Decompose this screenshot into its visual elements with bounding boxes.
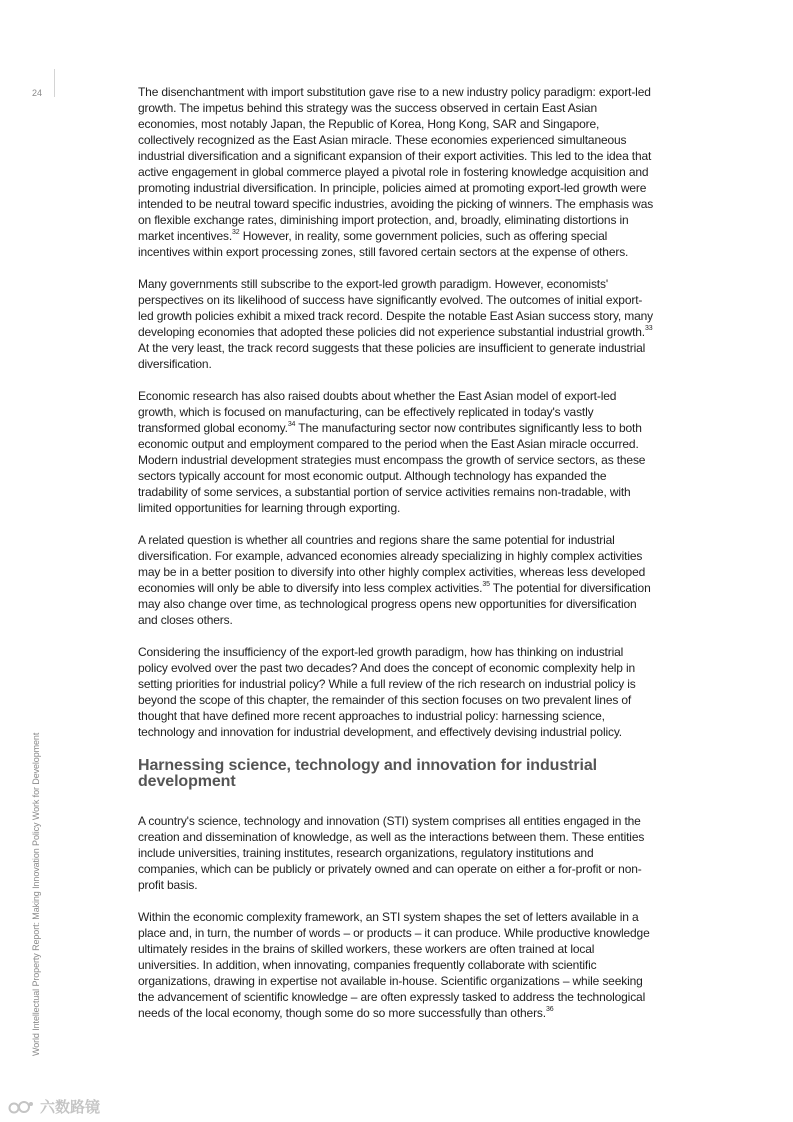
- main-content: [138, 84, 656, 1037]
- watermark-logo-icon: [8, 1100, 34, 1114]
- paragraph-text: The manufacturing sector now contributes significantly less to both economic output and employment compared to the period when the East Asian miracle occurred. Modern industrial development strategies must encompass the growth of service sectors, as these sectors typically account for most economic output. Although technology has expanded the tradability of some services, a substantial portion of service activities remains non-tradable, with limited opportunities for learning through exporting.: [138, 421, 646, 515]
- margin-rule: [54, 69, 55, 97]
- watermark-text: 六数路镜: [40, 1099, 101, 1116]
- paragraph-text: The potential for diversification may also change over time, as technological progress opens new opportunities for diversification and closes others.: [138, 581, 651, 627]
- paragraph-text: At the very least, the track record suggests that these policies are insufficient to generate industrial diversification.: [138, 341, 646, 371]
- paragraph-text: Considering the insufficiency of the export-led growth paradigm, how has thinking on industrial policy evolved over the past two decades? And does the concept of economic complexity help in setting priorities for industrial policy? While a full review of the rich research on industrial policy is beyond the scope of this chapter, the remainder of this section focuses on two prevalent lines of thought that have defined more recent approaches to industrial policy: harnessing science, technology and innovation for industrial development, and effectively devising industrial policy.: [138, 645, 636, 739]
- paragraph-text: A related question is whether all countries and regions share the same potential for industrial diversification. For example, advanced economies already specializing in highly complex activities may be in a better position to diversify into other highly complex activities, whereas less developed economies will only be able to diversify into less complex activities.: [138, 533, 646, 595]
- footnote-ref: 34: [287, 421, 296, 428]
- footnote-ref: 33: [644, 325, 653, 332]
- section-paragraphs: [138, 813, 656, 1021]
- paragraph-text: However, in reality, some government policies, such as offering special incentives within export processing zones, still favored certain sectors at the expense of others.: [138, 229, 629, 259]
- paragraph-text: A country's science, technology and innovation (STI) system comprises all entities engaged in the creation and dissemination of knowledge, as well as the interactions between them. These entities include universities, training institutes, research organizations, regulatory institutions and companies, which can be publicly or privately owned and can operate on either a for-profit or non-profit basis.: [138, 814, 645, 892]
- footnote-ref: 35: [482, 581, 490, 588]
- footnote-ref: 36: [545, 1006, 554, 1013]
- body-paragraph: [138, 909, 656, 1021]
- paragraph-text: The disenchantment with import substitution gave rise to a new industry policy paradigm: export-led growth. The impetus behind this strategy was the success observed in certain East Asian economies, most notably Japan, the Republic of Korea, Hong Kong, SAR and Singapore, collectively recognized as the East Asian miracle. These economies experienced simultaneous industrial diversification and a significant expansion of their export activities. This led to the idea that active engagement in global commerce played a pivotal role in fostering knowledge acquisition and promoting industrial diversification. In principle, policies aimed at promoting export-led growth were intended to be neutral toward specific industries, avoiding the picking of winners. The emphasis was on flexible exchange rates, diminishing import protection, and, broadly, eliminating distortions in market incentives.: [138, 85, 654, 243]
- body-paragraph: [138, 388, 656, 516]
- body-paragraph: [138, 276, 656, 372]
- paragraph-text: Within the economic complexity framework, an STI system shapes the set of letters available in a place and, in turn, the number of words – or products – it can produce. While productive knowledge ultimately resides in the brains of skilled workers, these workers are often trained at local universities. In addition, when innovating, companies frequently collaborate with scientific organizations, drawing in expertise not available in-house. Scientific organizations – while seeking the advancement of scientific knowledge – are often expressly tasked to address the technological needs of the local economy, though some do so more successfully than others.: [138, 910, 650, 1020]
- watermark: [8, 1096, 100, 1117]
- running-footer: World Intellectual Property Report: Making Innovation Policy Work for Development: [31, 732, 41, 1056]
- section-heading: Harnessing science, technology and innovation for industrial development: [138, 757, 597, 790]
- paragraph-text: Economic research has also raised doubts about whether the East Asian model of export-led growth, which is focused on manufacturing, can be effectively replicated in today's vastly transformed global economy.: [138, 389, 617, 435]
- body-paragraph: [138, 532, 656, 628]
- body-paragraph: [138, 813, 656, 893]
- page-number: 24: [32, 88, 43, 98]
- body-paragraph: [138, 644, 656, 740]
- intro-paragraphs: [138, 84, 656, 740]
- body-paragraph: [138, 84, 656, 260]
- paragraph-text: Many governments still subscribe to the export-led growth paradigm. However, economists' perspectives on its likelihood of success have significantly evolved. The outcomes of initial export-led growth policies exhibit a mixed track record. Despite the notable East Asian success story, many developing economies that adopted these policies did not experience substantial industrial growth.: [138, 277, 654, 339]
- footnote-ref: 32: [232, 229, 240, 236]
